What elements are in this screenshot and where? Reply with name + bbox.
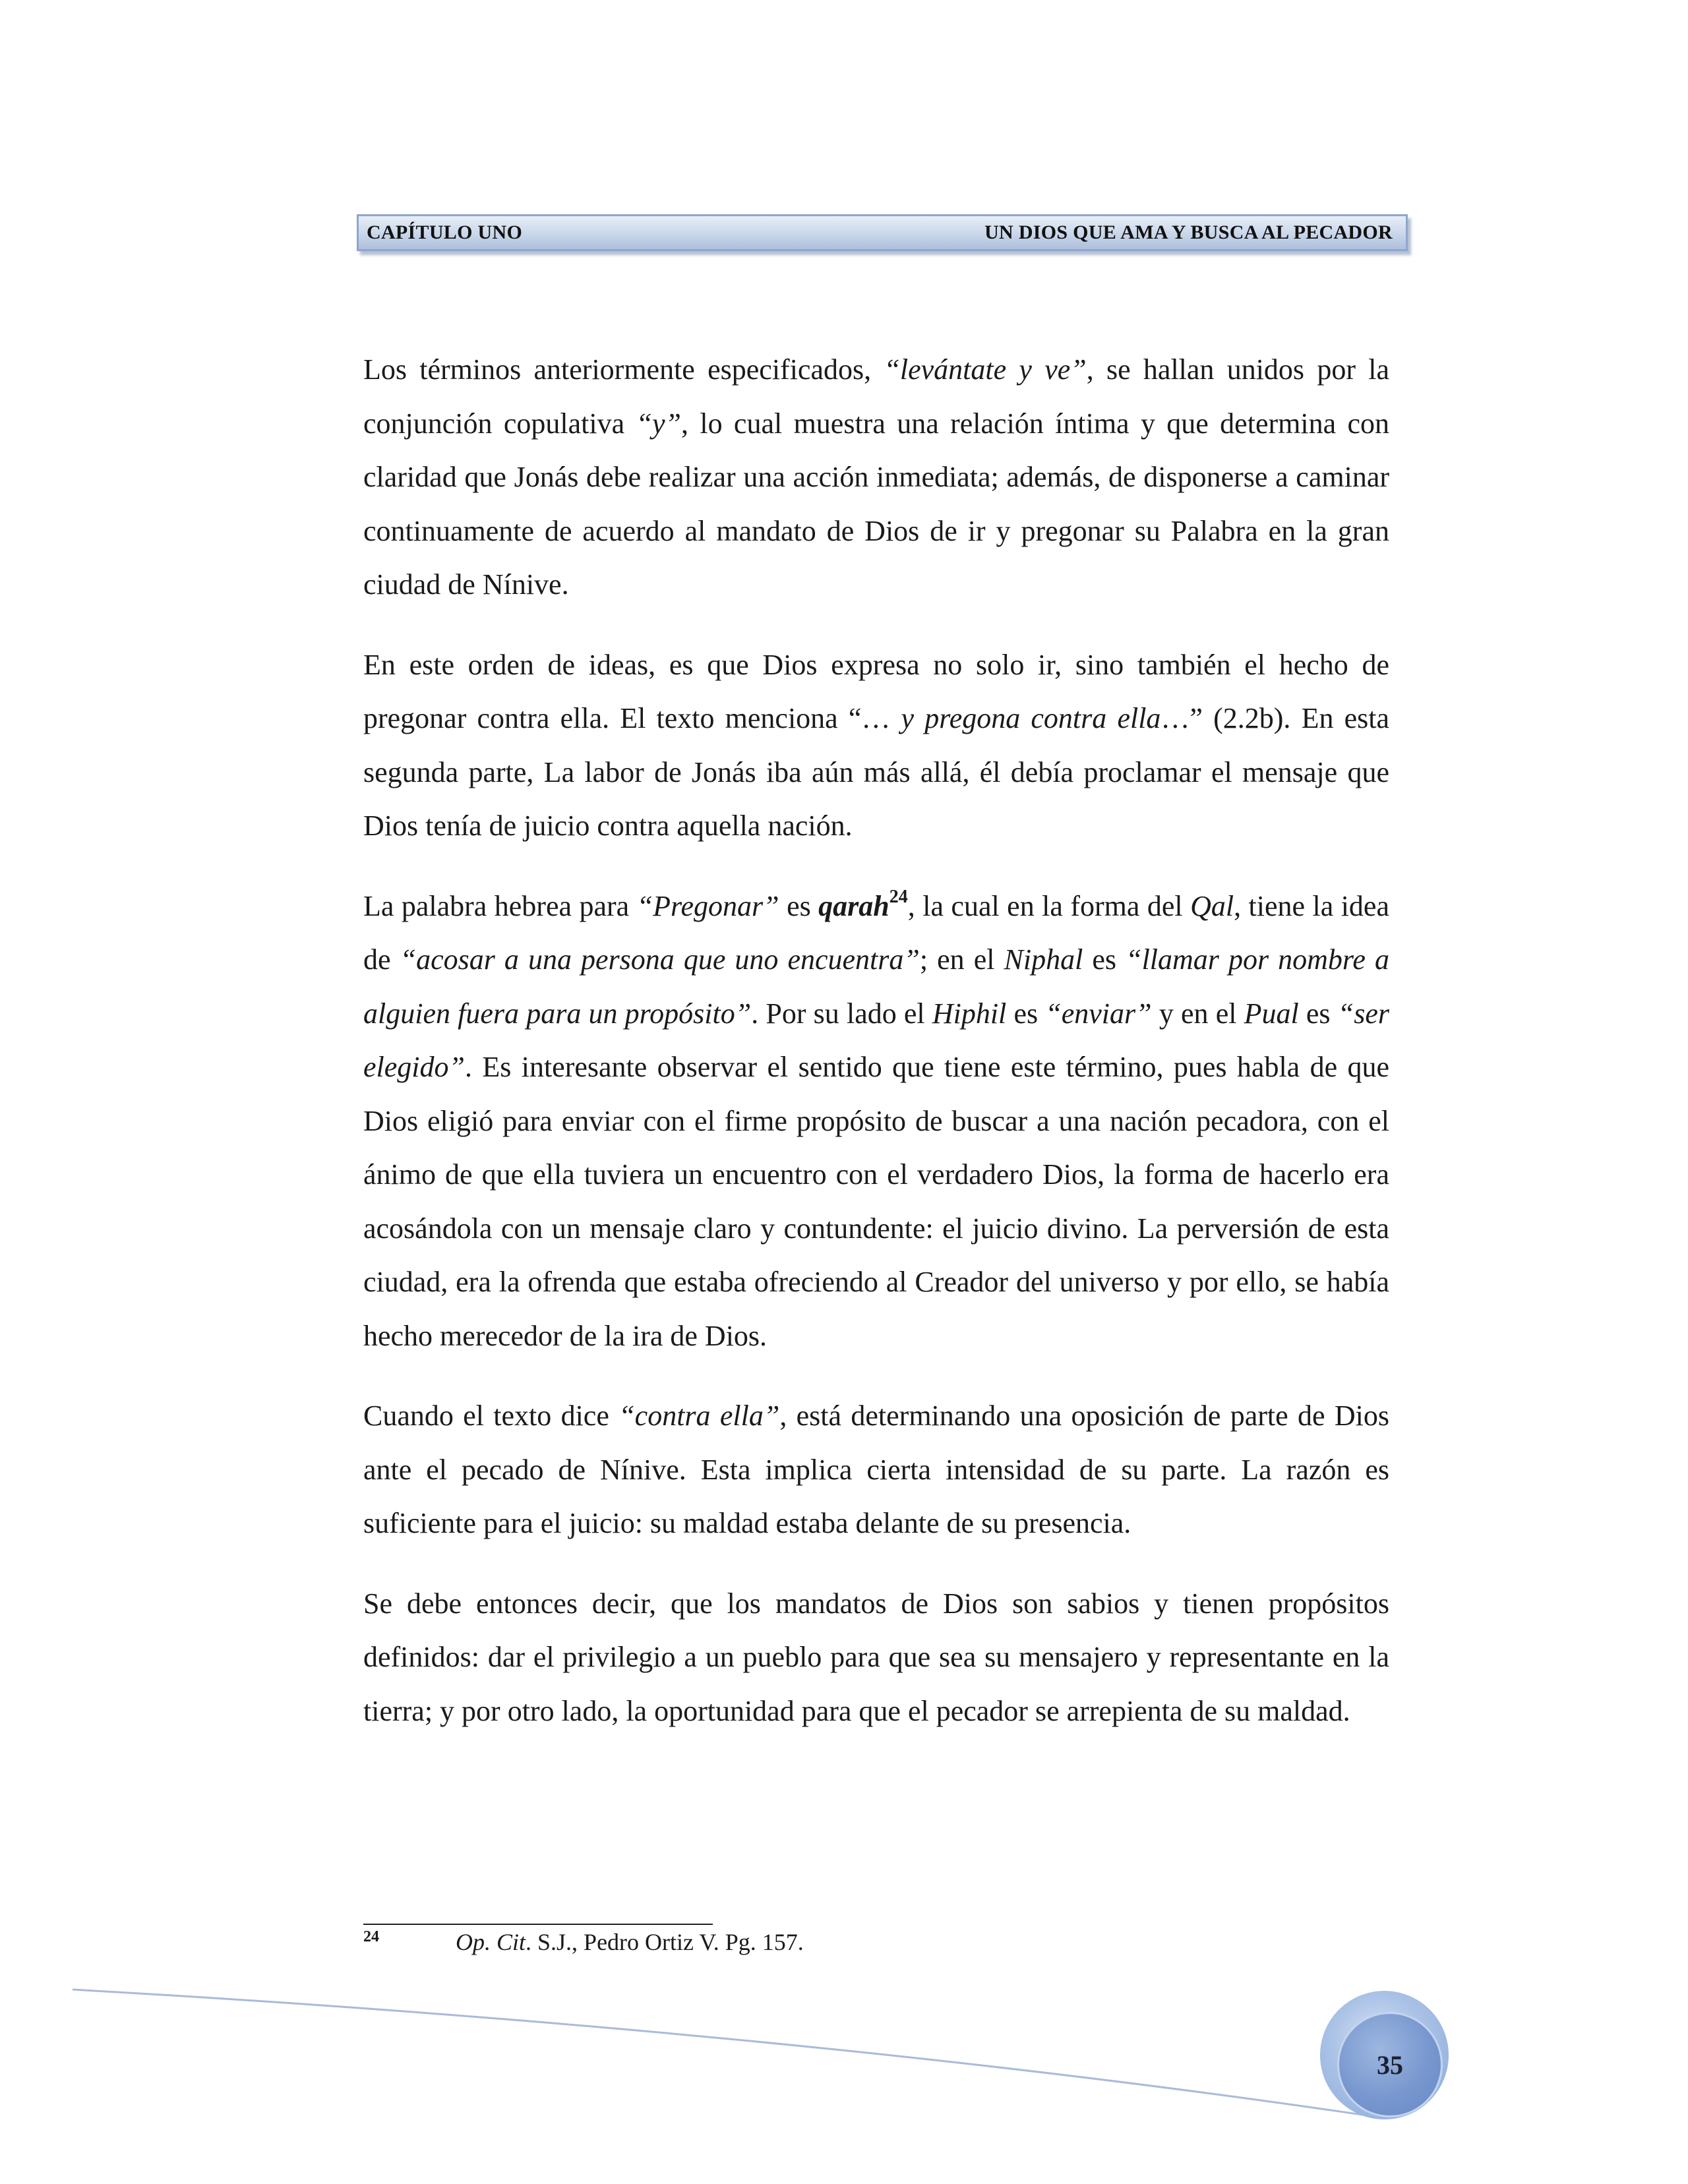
footnote-citation: Op. Cit [456, 1929, 526, 1955]
text-run: , la cual en la forma del [907, 889, 1191, 922]
chapter-label: CAPÍTULO UNO [367, 221, 523, 243]
text-run: y en el [1151, 997, 1244, 1030]
text-run: …” (2.2b). En esta segunda parte, La labor de Jonás iba aún más allá, él debía proclamar el mensaje que Dios tenía de juicio contra aquella nación. [363, 702, 1390, 842]
italic-run: Hiphil [932, 997, 1007, 1030]
italic-run: Niphal [1004, 943, 1083, 976]
text-run: , lo cual muestra una relación íntima y que determina con claridad que Jonás debe realizar una acción inmediata; además, de disponerse a caminar continuamente de acuerdo al mandato de Dios de ir y pregonar su Palabra en la gran ciudad de Nínive. [363, 407, 1389, 601]
italic-run: “contra ella” [618, 1400, 780, 1432]
text-run: , se hallan unidos por la conjunción copulativa [363, 353, 1390, 440]
footnote-text: . S.J., Pedro Ortiz V. Pg. 157. [526, 1929, 804, 1955]
text-run: , tiene la idea de [363, 889, 1389, 976]
text-run: es [1298, 997, 1338, 1030]
text-run: Se debe entonces decir, que los mandatos de Dios son sabios y tienen propósitos definidos: dar el privilegio a un pueblo para que sea su mensajero y representante en la tierra; y por otro lado, la oportunidad para que el pecador se arrepienta de su maldad. [363, 1587, 1389, 1727]
italic-run: y pregona contra ella [901, 702, 1161, 734]
italic-run: “acosar a una persona que uno encuentra” [400, 943, 920, 976]
text-run: . Es interesante observar el sentido que tiene este término, pues habla de que Dios eligió para enviar con el firme propósito de buscar a una nación pecadora, con el ánimo de que ella tuviera un encuentro con el verdadero Dios, la forma de hacerlo era acosándola con un mensaje claro y contundente: el juicio divino. La perversión de esta ciudad, era la ofrenda que estaba ofreciendo al Creador del universo y por ello, se había hecho merecedor de la ira de Dios. [363, 1051, 1389, 1352]
italic-run: “levántate y ve” [884, 353, 1087, 386]
text-run: En este orden de ideas, es que Dios expresa no solo ir, sino también el hecho de pregonar contra ella. El texto menciona “… [363, 648, 1389, 734]
text-run: es [779, 889, 819, 922]
text-run: es [1083, 943, 1126, 976]
hebrew-term: qarah [818, 889, 889, 922]
italic-run: “llamar por nombre a alguien fuera para un propósito” [363, 943, 1390, 1030]
text-run: . Por su lado el [751, 997, 932, 1030]
text-run: es [1006, 997, 1046, 1030]
text-run: , está determinando una oposición de parte de Dios ante el pecado de Nínive. Esta implica cierta intensidad de su parte. La razón es suficiente para el juicio: su maldad estaba delante de su presencia. [363, 1400, 1389, 1539]
italic-run: “y” [636, 407, 681, 440]
chapter-title: UN DIOS QUE AMA Y BUSCA AL PECADOR [984, 221, 1393, 243]
italic-run: “enviar” [1045, 997, 1152, 1030]
swoosh-stroke [73, 1990, 1372, 2116]
italic-run: “Pregonar” [636, 889, 779, 922]
text-run: ; en el [919, 943, 1004, 976]
page-number: 35 [1377, 2050, 1403, 2080]
italic-run: “ser elegido” [363, 997, 1389, 1083]
italic-run: Qal [1190, 889, 1234, 922]
text-run: Cuando el texto dice [363, 1400, 619, 1432]
text-run: La palabra hebrea para [363, 889, 637, 922]
footnote-reference[interactable]: 24 [889, 886, 908, 907]
footnote-number: 24 [363, 1928, 379, 1945]
text-run: Los términos anteriormente especificados, [363, 353, 884, 386]
italic-run: Pual [1244, 997, 1299, 1030]
